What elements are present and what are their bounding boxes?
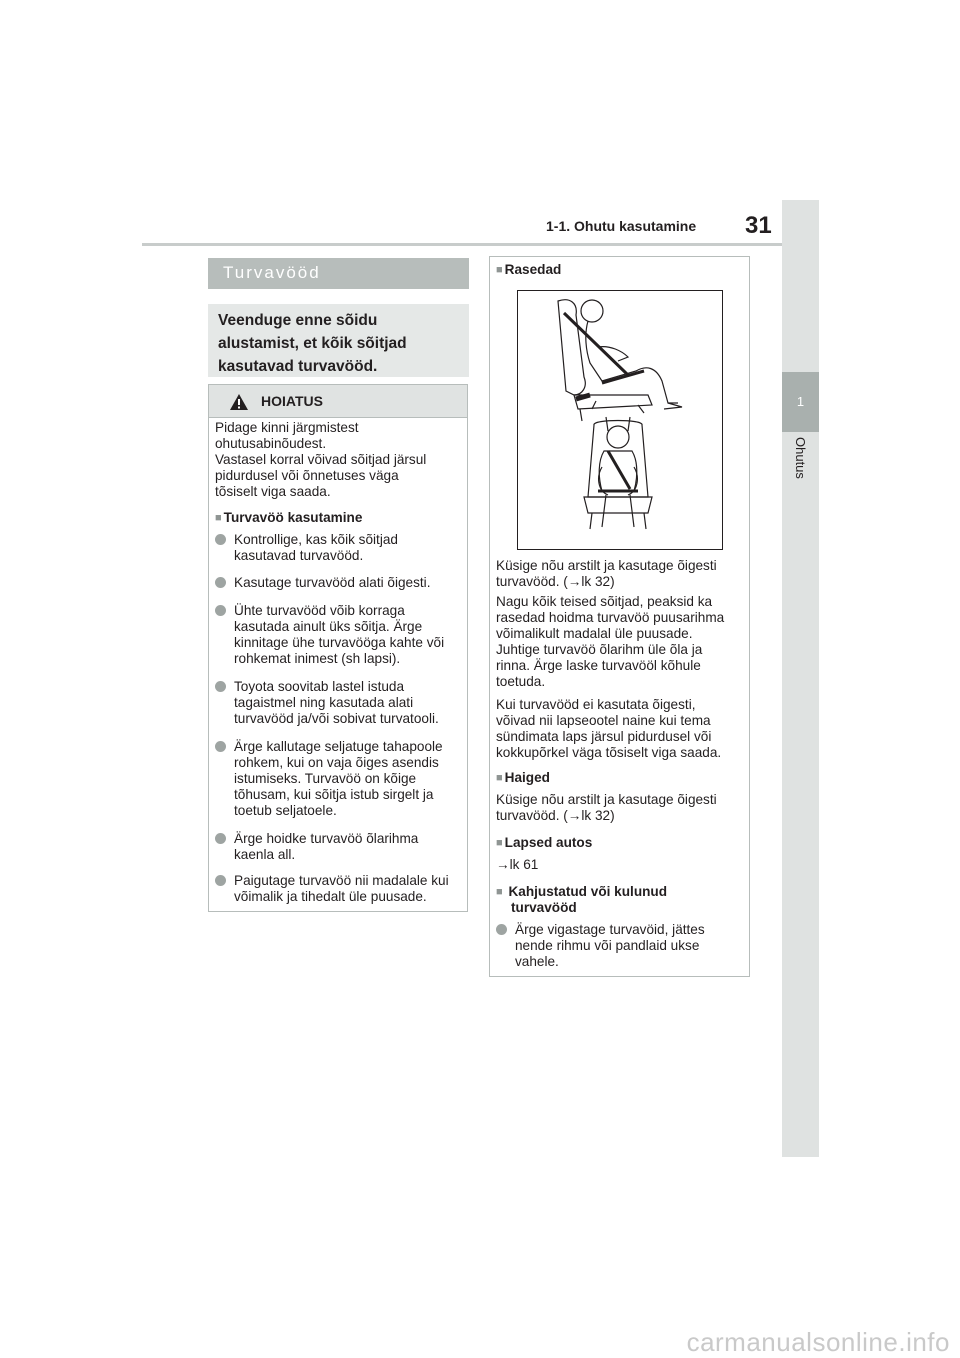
- bullet-dot-icon: [215, 605, 226, 616]
- ill-heading-text: Haiged: [504, 770, 550, 785]
- ill-heading: [496, 770, 550, 785]
- chapter-label: [786, 437, 816, 493]
- damaged-heading-line: turvavööd: [511, 900, 577, 915]
- warning-line: Vastasel korral võivad sõitjad järsul: [215, 452, 427, 467]
- text-line: võivad nii lapseootel naine kui tema: [496, 713, 711, 728]
- bullet-line: Ärge vigastage turvavöid, jättes: [515, 922, 705, 937]
- text-line: Nagu kõik teised sõitjad, peaksid ka: [496, 594, 713, 609]
- warning-triangle-icon: [229, 393, 249, 411]
- warning-bullet: [215, 603, 484, 667]
- pregnant-heading: [496, 262, 561, 277]
- warning-line: ohutusabinõudest.: [215, 436, 327, 451]
- bullet-line: Paigutage turvavöö nii madalale kui: [234, 873, 449, 888]
- text-line: sündimata laps järsul pidurdusel või: [496, 729, 712, 744]
- intro-box: [208, 304, 469, 377]
- bullet-line: toetub seljatoele.: [234, 803, 337, 818]
- intro-text: Veenduge enne sõidu alustamist, et kõik sõitjad kasutavad turvavööd.: [218, 312, 407, 375]
- warning-line: Pidage kinni järgmistest: [215, 420, 359, 435]
- page-number: 31: [745, 212, 772, 239]
- bullet-line: rohkemat inimest (sh lapsi).: [234, 651, 401, 666]
- bullet-dot-icon: [215, 833, 226, 844]
- text-line: kokkupõrkel väga tõsiselt viga saada.: [496, 745, 722, 760]
- warning-bullet: [215, 831, 484, 863]
- section-title: 1-1. Ohutu kasutamine: [546, 218, 697, 234]
- footer: [0, 1325, 960, 1358]
- warning-bullet: [215, 679, 484, 727]
- children-reference: →lk 61: [496, 857, 539, 872]
- warning-bullet: [215, 575, 484, 591]
- pregnant-paragraph-2: [496, 594, 744, 690]
- seatbelt-illustration-drawing: [518, 291, 722, 549]
- bullet-line: Toyota soovitab lastel istuda: [234, 679, 405, 694]
- text-line: võimalikult madalal üle puusade.: [496, 626, 693, 641]
- bullet-line: kaenla all.: [234, 847, 296, 862]
- bullet-dot-icon: [215, 577, 226, 588]
- warning-heading: HOIATUS: [261, 393, 323, 409]
- text-line: Küsige nõu arstilt ja kasutage õigesti: [496, 558, 717, 573]
- bullet-line: Ärge hoidke turvavöö õlarihma: [234, 831, 419, 846]
- text-line: Kui turvavööd ei kasutata õigesti,: [496, 697, 696, 712]
- bullet-line: istumiseks. Turvavöö on kõige: [234, 771, 417, 786]
- pregnant-heading-text: Rasedad: [504, 262, 562, 277]
- text-line: turvavööd. (→lk 32): [496, 808, 615, 823]
- ill-paragraph: [496, 792, 744, 824]
- text-line: Küsige nõu arstilt ja kasutage õigesti: [496, 792, 717, 807]
- damaged-heading: [496, 884, 744, 901]
- bullet-line: turvavööd ja/või sobivat turvatooli.: [234, 711, 439, 726]
- text-line: turvavööd. (→lk 32): [496, 574, 615, 589]
- pregnant-seatbelt-illustration: [517, 290, 723, 550]
- chapter-label-text: Ohutus: [793, 437, 808, 479]
- warning-header: [209, 385, 467, 418]
- bullet-line: kinnitage ühe turvavööga kahte või: [234, 635, 445, 650]
- pregnant-paragraph-3: [496, 697, 744, 761]
- bullet-line: nende rihmu või pandlaid ukse: [515, 938, 700, 953]
- bullet-dot-icon: [496, 924, 507, 935]
- chapter-number: 1: [796, 394, 805, 409]
- warning-bullet: [215, 873, 484, 905]
- topic-title: Turvavööd: [223, 263, 321, 282]
- bullet-line: tagaistmel ning kasutada alati: [234, 695, 414, 710]
- bullet-line: Ühte turvavööd võib korraga: [234, 603, 405, 618]
- warning-paragraph: [215, 420, 465, 500]
- warning-subheading: [215, 510, 362, 525]
- warning-line: pidurdusel või õnnetuses väga: [215, 468, 399, 483]
- text-line: Juhtige turvavöö õlarihm üle õla ja: [496, 642, 703, 657]
- bullet-line: Kasutage turvavööd alati õigesti.: [234, 575, 431, 590]
- damaged-heading-line: Kahjustatud või kulunud: [508, 884, 668, 899]
- warning-subheading-text: Turvavöö kasutamine: [223, 510, 363, 525]
- text-line: toetuda.: [496, 674, 546, 689]
- bullet-line: kasutada ainult üks sõitja. Ärge: [234, 619, 423, 634]
- bullet-line: Ärge kallutage seljatuge tahapoole: [234, 739, 443, 754]
- children-heading-text: Lapsed autos: [504, 835, 593, 850]
- bullet-line: kasutavad turvavööd.: [234, 548, 364, 563]
- warning-line: tõsiselt viga saada.: [215, 484, 331, 499]
- pregnant-paragraph-1: [496, 558, 744, 590]
- bullet-dot-icon: [215, 681, 226, 692]
- bullet-dot-icon: [215, 875, 226, 886]
- text-line: rasedad hoidma turvavöö puusarihma: [496, 610, 725, 625]
- damaged-bullet: [496, 922, 765, 970]
- children-heading: [496, 835, 592, 850]
- warning-bullet: [215, 532, 484, 564]
- topic-title-bar: [208, 258, 469, 289]
- bullet-line: võimalik ja tihedalt üle puusade.: [234, 889, 427, 904]
- bullet-line: rohkem, kui on vaja õiges asendis: [234, 755, 439, 770]
- bullet-line: Kontrollige, kas kõik sõitjad: [234, 532, 398, 547]
- warning-bullet: [215, 739, 484, 819]
- bullet-line: vahele.: [515, 954, 559, 969]
- bullet-dot-icon: [215, 534, 226, 545]
- text-line: rinna. Ärge laske turvavööl kõhule: [496, 658, 701, 673]
- header-divider: [142, 243, 782, 246]
- watermark-text: carmanualsonline.info: [686, 1327, 950, 1357]
- bullet-dot-icon: [215, 741, 226, 752]
- chapter-tab-strip: [782, 200, 819, 1157]
- bullet-line: tõhusam, kui sõitja istub sirgelt ja: [234, 787, 434, 802]
